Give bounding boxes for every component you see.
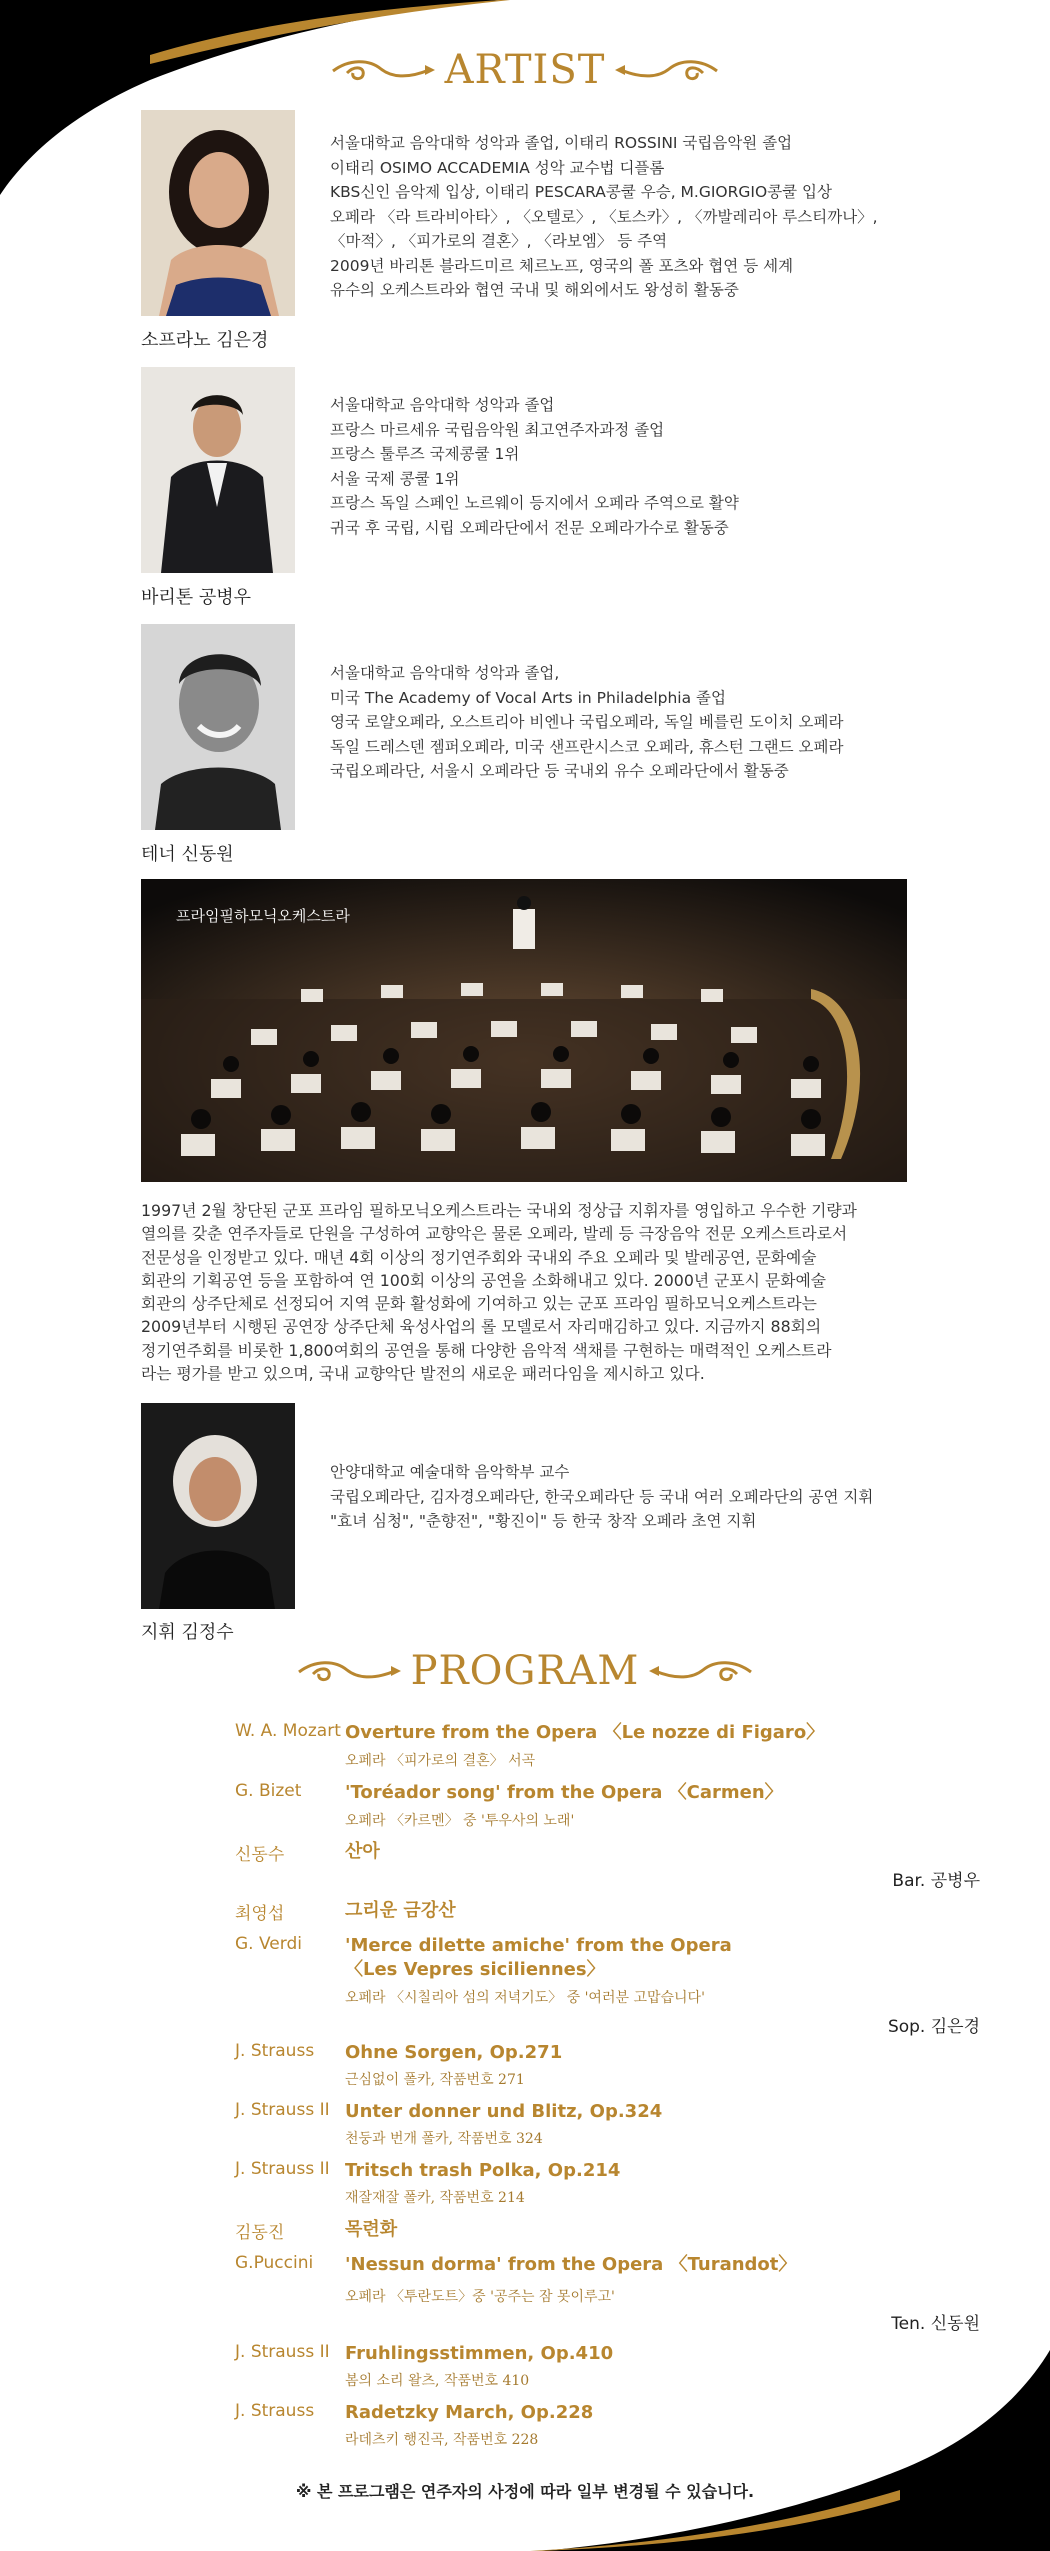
program-performer: Sop. 김은경 [887, 2017, 980, 2037]
program-subtitle: 오페라 〈투란도트〉중 '공주는 잠 못이루고' [345, 2289, 615, 2305]
program-subtitle: 오페라 〈시칠리아 섬의 저녁기도〉 중 '여러분 고맙습니다' [345, 1990, 705, 2006]
program-work: Ohne Sorgen, Op.271 [345, 2042, 563, 2063]
program-subtitle: 재잘재잘 폴카, 작품번호 214 [345, 2190, 525, 2206]
ornament-left-icon [329, 55, 439, 85]
baritone-bio: 서울대학교 음악대학 성악과 졸업 프랑스 마르세유 국립음악원 최고연주자과정 졸업 프랑스 툴루즈 국제콩쿨 1위 서울 국제 콩쿨 1위 프랑스 독일 스페인 노르웨이 등지에서 오페라 주역으로 활약 귀국 후 국립, 시립 오페라단에서 전문 오페라가수로 활동중 [330, 396, 739, 537]
program-subtitle: 오페라 〈카르멘〉 중 '투우사의 노래' [345, 1813, 575, 1829]
conductor-caption: 지휘 김정수 [141, 1622, 234, 1643]
program-subtitle: 천둥과 번개 폴카, 작품번호 324 [345, 2131, 543, 2147]
program-work: 'Merce dilette amiche' from the Opera 〈Les Vepres siciliennes〉 [345, 1935, 732, 1980]
program-subtitle: 봄의 소리 왈츠, 작품번호 410 [345, 2373, 530, 2389]
bottom-right-swoosh [530, 2350, 1050, 2551]
program-work: 그리운 금강산 [345, 1900, 456, 1921]
program-composer: J. Strauss II [235, 2100, 330, 2120]
program-composer: 신동수 [235, 1845, 285, 1865]
program-composer: G. Verdi [235, 1934, 302, 1954]
program-composer: G.Puccini [235, 2253, 314, 2273]
baritone-photo [141, 367, 295, 573]
program-composer: 최영섭 [235, 1904, 285, 1924]
program-subtitle: 오페라 〈피가로의 결혼〉 서곡 [345, 1753, 536, 1769]
program-work: Fruhlingsstimmen, Op.410 [345, 2343, 614, 2364]
program-composer: W. A. Mozart [235, 1721, 341, 1741]
program-work: 'Toréador song' from the Opera 〈Carmen〉 [345, 1782, 783, 1803]
orchestra-description: 1997년 2월 창단된 군포 프라임 필하모닉오케스트라는 국내외 정상급 지휘자를 영입하고 우수한 기량과 열의를 갖춘 연주자들로 단원을 구성하여 교향악은 물론 오페라, 발레 등 극장음악 전문 오케스트라로서 전문성을 인정받고 있다. 매년 4회 이상의 정기연주회와 국내외 주요 오페라 및 발레공연, 문화예술 회관의 기획공연 등을 포함하여 연 100회 이상의 공연을 소화해내고 있다. 2000년 군포시 문화예술 회관의 상주단체로 선정되어 지역 문화 활성화에 기여하고 있는 군포 프라임 필하모닉오케스트라는 2009년부터 시행된 공연장 상주단체 육성사업의 롤 모델로서 자리매김하고 있다. 지금까지 88회의 정기연주회를 비롯한 1,800여회의 공연을 통해 다양한 음악적 색채를 구현하는 매력적인 오케스트라 라는 평가를 받고 있으며, 국내 교향악단 발전의 새로운 패러다임을 제시하고 있다. [141, 1201, 857, 1384]
orchestra-photo [141, 879, 907, 1182]
ornament-right-icon [611, 55, 721, 85]
program-work: Radetzky March, Op.228 [345, 2402, 594, 2423]
program-composer: J. Strauss [235, 2401, 315, 2421]
program-subtitle: 라데츠키 행진곡, 작품번호 228 [345, 2432, 539, 2448]
soprano-caption: 소프라노 김은경 [141, 330, 269, 351]
program-work: Unter donner und Blitz, Op.324 [345, 2101, 663, 2122]
soprano-photo [141, 110, 295, 316]
artist-section-title [0, 44, 1050, 93]
conductor-photo [141, 1403, 295, 1609]
program-title-text: PROGRAM [410, 1648, 640, 1694]
baritone-caption: 바리톤 공병우 [141, 587, 252, 608]
ornament-left-icon [295, 1656, 405, 1686]
program-composer: J. Strauss II [235, 2159, 330, 2179]
tenor-photo [141, 624, 295, 830]
program-composer: 김동진 [235, 2223, 285, 2243]
program-performer: Bar. 공병우 [892, 1871, 980, 1891]
program-section-title [0, 1645, 1050, 1694]
program-change-notice: ※ 본 프로그램은 연주자의 사정에 따라 일부 변경될 수 있습니다. [295, 2482, 755, 2501]
conductor-bio: 안양대학교 예술대학 음악학부 교수 국립오페라단, 김자경오페라단, 한국오페라단 등 국내 여러 오페라단의 공연 지휘 "효녀 심청", "춘향전", "황진이" 등 한국 창작 오페라 초연 지휘 [330, 1463, 874, 1530]
program-composer: J. Strauss [235, 2041, 315, 2061]
program-work: 산아 [345, 1841, 380, 1862]
artist-title-text: ARTIST [444, 47, 606, 93]
orchestra-photo-caption: 프라임필하모닉오케스트라 [176, 907, 350, 925]
program-subtitle: 근심없이 폴카, 작품번호 271 [345, 2072, 525, 2088]
program-work: Overture from the Opera 〈Le nozze di Figaro〉 [345, 1722, 825, 1743]
ornament-right-icon [645, 1656, 755, 1686]
soprano-bio: 서울대학교 음악대학 성악과 졸업, 이태리 ROSSINI 국립음악원 졸업 이태리 OSIMO ACCADEMIA 성악 교수법 디플롬 KBS신인 음악제 입상, 이태리 PESCARA콩쿨 우승, M.GIORGIO콩쿨 입상 오페라 〈라 트라비아타〉, 〈오텔로〉, 〈토스카〉, 〈까발레리아 루스티까나〉, 〈마적〉, 〈피가로의 결혼〉, 〈라보엠〉 등 주역 2009년 바리톤 블라드미르 체르노프, 영국의 폴 포츠와 협연 등 세계 유수의 오케스트라와 협연 국내 및 해외에서도 왕성히 활동중 [330, 134, 878, 299]
program-work: 'Nessun dorma' from the Opera 〈Turandot〉 [345, 2254, 797, 2275]
program-performer: Ten. 신동원 [891, 2314, 980, 2334]
tenor-caption: 테너 신동원 [141, 844, 234, 865]
program-composer: G. Bizet [235, 1781, 302, 1801]
program-work: 목련화 [345, 2219, 398, 2240]
program-work: Tritsch trash Polka, Op.214 [345, 2160, 621, 2181]
program-composer: J. Strauss II [235, 2342, 330, 2362]
tenor-bio: 서울대학교 음악대학 성악과 졸업, 미국 The Academy of Vocal Arts in Philadelphia 졸업 영국 로얄오페라, 오스트리아 비엔나 국립오페라, 독일 베를린 도이치 오페라 독일 드레스덴 젬퍼오페라, 미국 샌프란시스코 오페라, 휴스턴 그랜드 오페라 국립오페라단, 서울시 오페라단 등 국내외 유수 오페라단에서 활동중 [330, 664, 844, 780]
